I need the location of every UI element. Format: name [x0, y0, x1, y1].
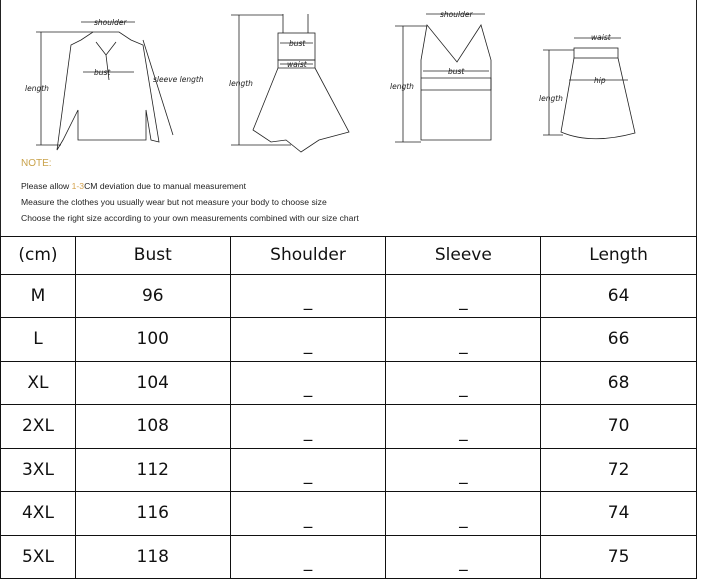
shirt-bust-label: bust: [94, 68, 111, 77]
cell-shoulder: _: [230, 492, 386, 536]
cell-size: 2XL: [1, 405, 76, 449]
note-line-1-pre: Please allow: [21, 181, 72, 191]
cell-size: M: [1, 274, 76, 318]
cell-bust: 112: [75, 448, 230, 492]
table-row: [1, 492, 697, 536]
header-bust: Bust: [75, 237, 230, 275]
cell-bust: 104: [75, 361, 230, 405]
cell-bust: 116: [75, 492, 230, 536]
dress-illustration: [229, 14, 349, 152]
note-deviation-highlight: 1-3: [71, 181, 85, 191]
dress-waist-label: waist: [287, 60, 307, 69]
cell-size: 5XL: [1, 535, 76, 579]
skirt-waist-label: waist: [591, 33, 611, 42]
measurement-guide: [0, 0, 697, 236]
note-line-1-post: CM deviation due to manual measurement: [84, 181, 246, 191]
cell-length: 75: [541, 535, 697, 579]
table-row: [1, 361, 697, 405]
dress-bust-label: bust: [289, 39, 306, 48]
cell-length: 74: [541, 492, 697, 536]
table-row: [1, 274, 697, 318]
table-row: [1, 535, 697, 579]
cell-shoulder: _: [230, 274, 386, 318]
cell-bust: 100: [75, 318, 230, 362]
note-line-1: [21, 178, 359, 194]
note-title: NOTE:: [21, 158, 52, 169]
table-row: [1, 405, 697, 449]
size-chart-table: [0, 236, 697, 579]
cell-size: L: [1, 318, 76, 362]
table-header-row: [1, 237, 697, 275]
cell-shoulder: _: [230, 318, 386, 362]
shirt-shoulder-label: shoulder: [94, 18, 127, 27]
cell-length: 70: [541, 405, 697, 449]
shirt-length-label: length: [25, 84, 49, 93]
cell-shoulder: _: [230, 448, 386, 492]
cell-sleeve: _: [386, 318, 541, 362]
garment-illustrations: [1, 0, 698, 160]
cell-length: 68: [541, 361, 697, 405]
cell-sleeve: _: [386, 274, 541, 318]
tank-shoulder-label: shoulder: [440, 10, 473, 19]
header-length: Length: [541, 237, 697, 275]
cell-size: XL: [1, 361, 76, 405]
cell-length: 66: [541, 318, 697, 362]
cell-shoulder: _: [230, 405, 386, 449]
header-unit: (cm): [1, 237, 76, 275]
cell-sleeve: _: [386, 492, 541, 536]
cell-bust: 108: [75, 405, 230, 449]
tank-illustration: [390, 10, 491, 142]
skirt-hip-label: hip: [594, 76, 606, 85]
cell-size: 4XL: [1, 492, 76, 536]
cell-sleeve: _: [386, 405, 541, 449]
cell-shoulder: _: [230, 535, 386, 579]
dress-length-label: length: [229, 79, 253, 88]
cell-shoulder: _: [230, 361, 386, 405]
cell-sleeve: _: [386, 535, 541, 579]
header-sleeve: Sleeve: [386, 237, 541, 275]
cell-length: 64: [541, 274, 697, 318]
tank-bust-label: bust: [448, 67, 465, 76]
tank-length-label: length: [390, 82, 414, 91]
shirt-sleeve-label: sleeve length: [153, 75, 204, 84]
note-lines: [21, 178, 359, 226]
table-row: [1, 448, 697, 492]
table-row: [1, 318, 697, 362]
note-line-2: Measure the clothes you usually wear but not measure your body to choose size: [21, 197, 327, 207]
cell-bust: 118: [75, 535, 230, 579]
header-shoulder: Shoulder: [230, 237, 386, 275]
skirt-illustration: [539, 33, 635, 139]
skirt-length-label: length: [539, 94, 563, 103]
shirt-illustration: [25, 18, 204, 150]
cell-sleeve: _: [386, 361, 541, 405]
note-line-3: Choose the right size according to your own measurements combined with our size chart: [21, 213, 359, 223]
cell-size: 3XL: [1, 448, 76, 492]
cell-sleeve: _: [386, 448, 541, 492]
cell-length: 72: [541, 448, 697, 492]
cell-bust: 96: [75, 274, 230, 318]
